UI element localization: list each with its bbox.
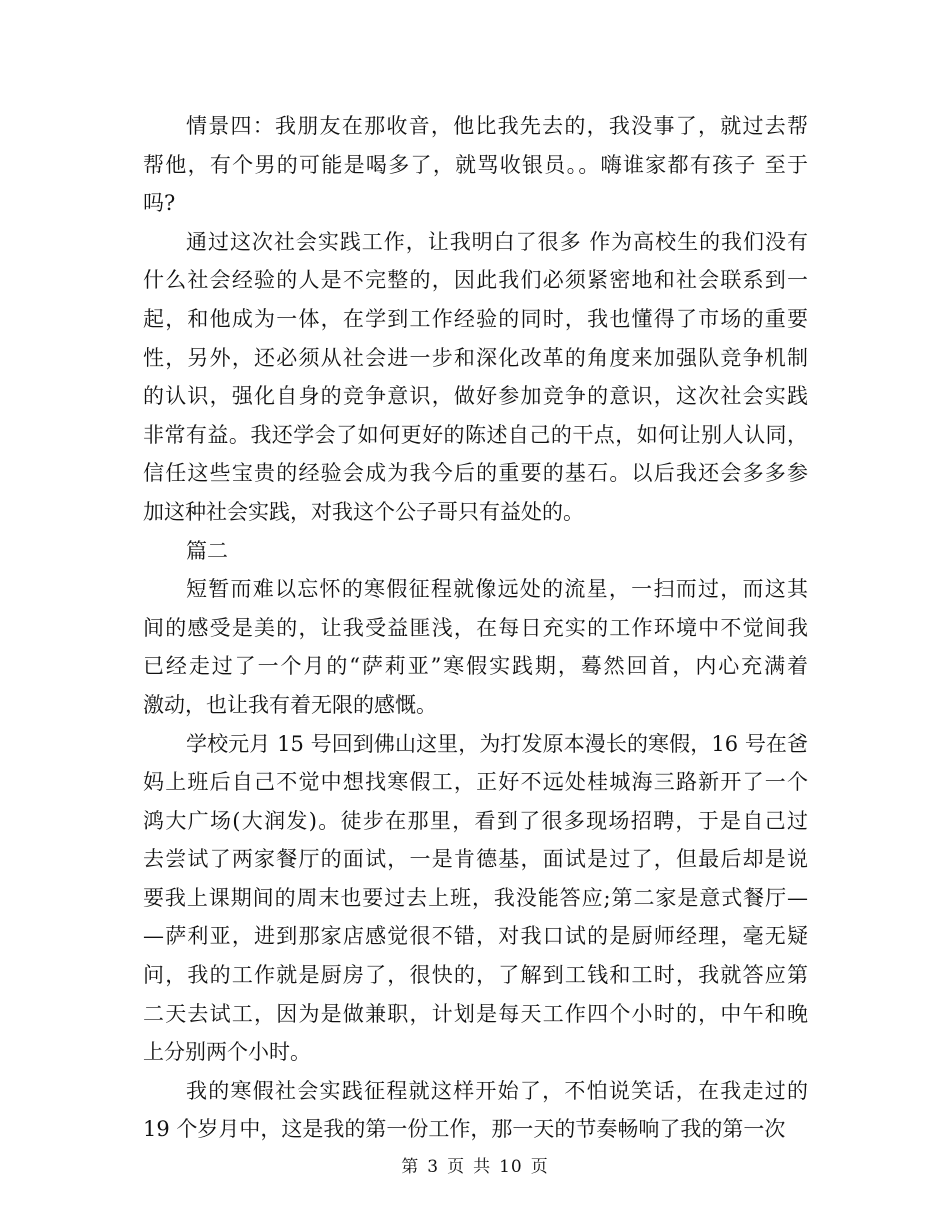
paragraph-line: 上分别两个小时。 bbox=[143, 1040, 311, 1065]
paragraph-line: 要我上课期间的周末也要过去上班，我没能答应;第二家是意式餐厅— bbox=[143, 885, 808, 910]
paragraph-line: 鸿大广场(大润发)。徒步在那里，看到了很多现场招聘，于是自己过 bbox=[143, 808, 808, 833]
paragraph bbox=[143, 570, 808, 724]
page-footer bbox=[0, 1152, 950, 1177]
footer-page-word: 页 bbox=[447, 1157, 466, 1177]
paragraph-line: 加这种社会实践，对我这个公子哥只有益处的。 bbox=[143, 499, 584, 524]
paragraph-line: 已经走过了一个月的“萨莉亚”寒假实践期，蓦然回首，内心充满着 bbox=[143, 654, 808, 679]
paragraph-line: 什么社会经验的人是不完整的，因此我们必须紧密地和社会联系到一 bbox=[143, 268, 808, 293]
paragraph-line: 帮他，有个男的可能是喝多了，就骂收银员。。嗨谁家都有孩子 至于 bbox=[143, 152, 808, 177]
paragraph-line: 去尝试了两家餐厅的面试，一是肯德基，面试是过了，但最后却是说 bbox=[143, 847, 808, 872]
body-text bbox=[143, 107, 808, 1149]
paragraph-line: 信任这些宝贵的经验会成为我今后的重要的基石。以后我还会多多参 bbox=[143, 461, 808, 486]
paragraph-line: 性，另外，还必须从社会进一步和深化改革的角度来加强队竞争机制 bbox=[143, 345, 808, 370]
paragraph-line: 通过这次社会实践工作，让我明白了很多 作为高校生的我们没有 bbox=[186, 229, 808, 254]
paragraph-line: —萨利亚，进到那家店感觉很不错，对我口试的是厨师经理，毫无疑 bbox=[143, 924, 808, 949]
footer-page-number: 3 bbox=[427, 1157, 440, 1177]
paragraph bbox=[143, 532, 808, 571]
paragraph-line: 二天去试工，因为是做兼职，计划是每天工作四个小时的，中午和晚 bbox=[143, 1001, 808, 1026]
paragraph bbox=[143, 107, 808, 223]
paragraph-line: 我的寒假社会实践征程就这样开始了，不怕说笑话，在我走过的 bbox=[186, 1078, 808, 1103]
footer-prefix: 第 bbox=[401, 1157, 420, 1177]
paragraph-line: 情景四：我朋友在那收音，他比我先去的，我没事了，就过去帮 bbox=[186, 114, 808, 138]
footer-total-word: 共 bbox=[473, 1157, 492, 1177]
paragraph bbox=[143, 1072, 808, 1149]
paragraph-line: 吗? bbox=[143, 191, 176, 216]
paragraph-line: 妈上班后自己不觉中想找寒假工，正好不远处桂城海三路新开了一个 bbox=[143, 770, 808, 795]
paragraph bbox=[143, 223, 808, 532]
paragraph-line: 非常有益。我还学会了如何更好的陈述自己的干点，如何让别人认同， bbox=[143, 422, 808, 447]
paragraph-line: 问，我的工作就是厨房了，很快的，了解到工钱和工时，我就答应第 bbox=[143, 963, 808, 988]
paragraph-line: 短暂而难以忘怀的寒假征程就像远处的流星，一扫而过，而这其 bbox=[186, 577, 808, 602]
paragraph-line: 学校元月 15 号回到佛山这里，为打发原本漫长的寒假，16 号在爸 bbox=[186, 731, 808, 756]
paragraph-line: 的认识，强化自身的竞争意识，做好参加竞争的意识，这次社会实践 bbox=[143, 384, 808, 409]
paragraph-line: 19 个岁月中，这是我的第一份工作，那一天的节奏畅响了我的第一次 bbox=[143, 1117, 786, 1142]
paragraph-line: 激动，也让我有着无限的感慨。 bbox=[143, 692, 437, 717]
footer-total-pages: 10 bbox=[499, 1157, 523, 1177]
paragraph-line: 起，和他成为一体，在学到工作经验的同时，我也懂得了市场的重要 bbox=[143, 306, 808, 331]
paragraph bbox=[143, 725, 808, 1072]
paragraph-line: 篇二 bbox=[186, 538, 228, 563]
paragraph-line: 间的感受是美的，让我受益匪浅，在每日充实的工作环境中不觉间我 bbox=[143, 615, 808, 640]
footer-suffix: 页 bbox=[530, 1157, 549, 1177]
